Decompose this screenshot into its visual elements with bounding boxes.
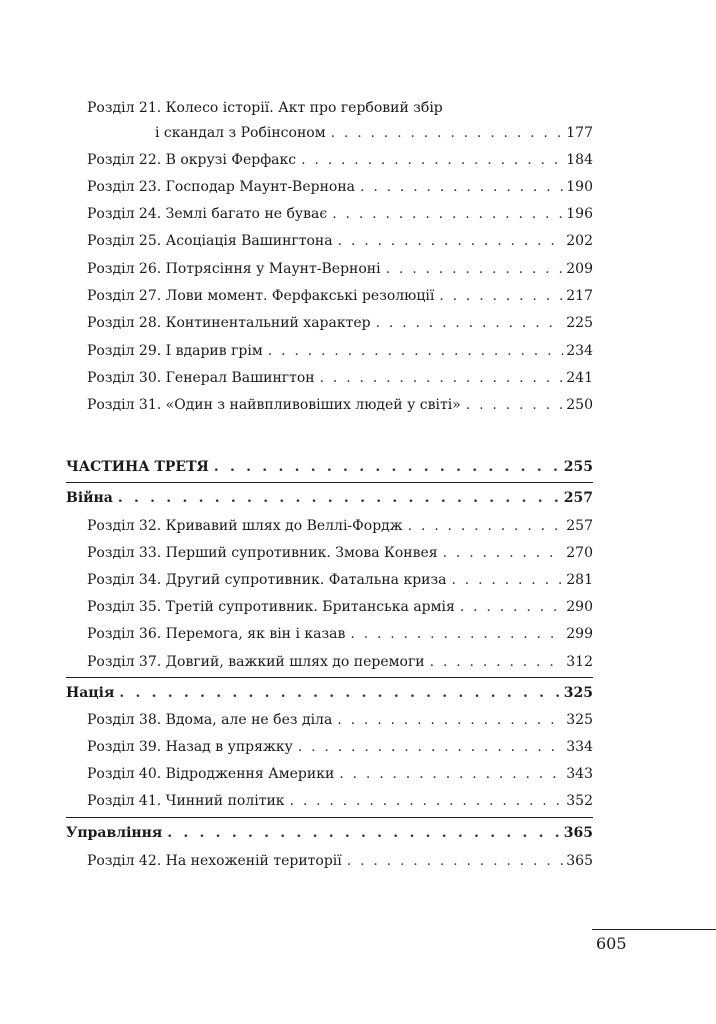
toc-entry-page: 312 <box>566 654 593 670</box>
toc-entry-label: Розділ 40. Відродження Америки <box>87 766 335 782</box>
toc-entry-label: Розділ 28. Континентальний характер <box>87 315 371 331</box>
toc-entry-label: Розділ 35. Третій супротивник. Британська армія <box>87 599 455 615</box>
toc-entry-page: 281 <box>566 572 593 588</box>
leader-dots <box>350 625 563 643</box>
toc-entry-page: 352 <box>566 793 593 809</box>
page-number: 605 <box>596 934 627 953</box>
toc-entry-label: Розділ 25. Асоціація Вашингтона <box>87 233 333 249</box>
toc-entry-label: Розділ 29. І вдарив грім <box>87 343 263 359</box>
leader-dots <box>290 792 564 810</box>
footer-rule <box>592 929 716 930</box>
toc-chapter-35 <box>87 598 593 616</box>
toc-entry-page: 325 <box>563 685 593 701</box>
toc-entry-page: 202 <box>566 233 593 249</box>
section-divider <box>66 817 593 818</box>
toc-chapter-40 <box>87 765 593 783</box>
toc-entry-page: 299 <box>566 626 593 642</box>
leader-dots <box>376 314 564 332</box>
toc-entry-page: 196 <box>566 206 593 222</box>
leader-dots <box>408 517 564 535</box>
toc-chapter-29 <box>87 342 593 360</box>
toc-chapter-41 <box>87 792 593 810</box>
toc-chapter-31 <box>87 396 593 414</box>
toc-entry-label: Розділ 38. Вдома, але не без діла <box>87 712 333 728</box>
leader-dots <box>466 396 564 414</box>
toc-entry-label: Розділ 36. Перемога, як він і казав <box>87 626 346 642</box>
toc-entry-label: Розділ 33. Перший супротивник. Змова Конвея <box>87 545 438 561</box>
toc-entry-label: Розділ 34. Другий супротивник. Фатальна криза <box>87 572 447 588</box>
toc-section-governance <box>66 824 593 842</box>
toc-entry-label: Розділ 31. «Один з найвпливовіших людей у світі» <box>87 397 461 413</box>
toc-entry-page: 334 <box>566 739 593 755</box>
toc-chapter-33 <box>87 544 593 562</box>
toc-entry-label: Розділ 39. Назад в упряжку <box>87 739 293 755</box>
toc-entry-page: 365 <box>563 825 593 841</box>
toc-entry-page: 257 <box>563 490 593 506</box>
leader-dots <box>337 711 563 729</box>
toc-entry-label: Розділ 37. Довгий, важкий шлях до перемоги <box>87 654 425 670</box>
toc-entry-page: 217 <box>566 288 593 304</box>
toc-entry-label: ЧАСТИНА ТРЕТЯ <box>66 459 209 475</box>
toc-chapter-21-line-1: Розділ 21. Колесо історії. Акт про гербовий збір <box>87 100 443 116</box>
toc-entry-page: 177 <box>566 125 593 141</box>
toc-entry-label: Управління <box>66 825 163 841</box>
toc-entry-label: і скандал з Робінсоном <box>155 125 326 141</box>
toc-chapter-37 <box>87 653 593 671</box>
leader-dots <box>430 653 564 671</box>
toc-chapter-28 <box>87 314 593 332</box>
toc-entry-page: 343 <box>566 766 593 782</box>
leader-dots <box>439 287 563 305</box>
leader-dots <box>167 824 561 842</box>
toc-entry-label: Нація <box>66 685 115 701</box>
toc-entry-label: Розділ 22. В окрузі Ферфакс <box>87 152 297 168</box>
toc-chapter-38 <box>87 711 593 729</box>
leader-dots <box>443 544 564 562</box>
toc-entry-page: 234 <box>566 343 593 359</box>
toc-chapter-36 <box>87 625 593 643</box>
toc-section-nation <box>66 684 593 702</box>
leader-dots <box>298 738 563 756</box>
section-divider <box>66 677 593 678</box>
leader-dots <box>386 260 564 278</box>
leader-dots <box>347 852 564 870</box>
toc-chapter-42 <box>87 852 593 870</box>
leader-dots <box>339 765 563 783</box>
leader-dots <box>119 684 560 702</box>
toc-chapter-23 <box>87 178 593 196</box>
toc-entry-page: 290 <box>566 599 593 615</box>
leader-dots <box>331 124 564 142</box>
leader-dots <box>214 458 561 476</box>
toc-chapter-24 <box>87 205 593 223</box>
toc-chapter-27 <box>87 287 593 305</box>
toc-chapter-34 <box>87 571 593 589</box>
toc-chapter-22 <box>87 151 593 169</box>
toc-entry-page: 190 <box>566 179 593 195</box>
toc-chapter-32 <box>87 517 593 535</box>
toc-entry-page: 225 <box>566 315 593 331</box>
toc-entry-label: Розділ 23. Господар Маунт-Вернона <box>87 179 356 195</box>
toc-entry-label: Розділ 32. Кривавий шлях до Веллі-Фордж <box>87 518 403 534</box>
toc-entry-page: 270 <box>566 545 593 561</box>
leader-dots <box>301 151 563 169</box>
toc-entry-page: 250 <box>566 397 593 413</box>
toc-entry-page: 255 <box>563 459 593 475</box>
toc-entry-label: Розділ 41. Чинний політик <box>87 793 285 809</box>
toc-entry-page: 209 <box>566 261 593 277</box>
leader-dots <box>332 205 563 223</box>
toc-chapter-39 <box>87 738 593 756</box>
toc-section-war <box>66 489 593 507</box>
leader-dots <box>320 369 564 387</box>
toc-entry-label: Розділ 42. На нехоженій території <box>87 853 342 869</box>
toc-entry-label: Розділ 26. Потрясіння у Маунт-Верноні <box>87 261 381 277</box>
leader-dots <box>338 232 564 250</box>
leader-dots <box>451 571 563 589</box>
toc-entry-page: 365 <box>566 853 593 869</box>
toc-part-three <box>66 458 593 476</box>
toc-chapter-26 <box>87 260 593 278</box>
toc-entry-label: Розділ 30. Генерал Вашингтон <box>87 370 315 386</box>
toc-entry-page: 241 <box>566 370 593 386</box>
toc-entry-label: Війна <box>66 490 113 506</box>
toc-entry-label: Розділ 24. Землі багато не буває <box>87 206 328 222</box>
leader-dots <box>268 342 564 360</box>
leader-dots <box>460 598 563 616</box>
section-divider <box>66 482 593 483</box>
toc-chapter-21 <box>155 124 593 142</box>
toc-chapter-30 <box>87 369 593 387</box>
toc-entry-page: 184 <box>566 152 593 168</box>
toc-entry-page: 257 <box>566 518 593 534</box>
toc-chapter-25 <box>87 232 593 250</box>
leader-dots <box>360 178 563 196</box>
leader-dots <box>118 489 561 507</box>
toc-entry-label: Розділ 27. Лови момент. Ферфакські резолюції <box>87 288 435 304</box>
toc-entry-page: 325 <box>566 712 593 728</box>
